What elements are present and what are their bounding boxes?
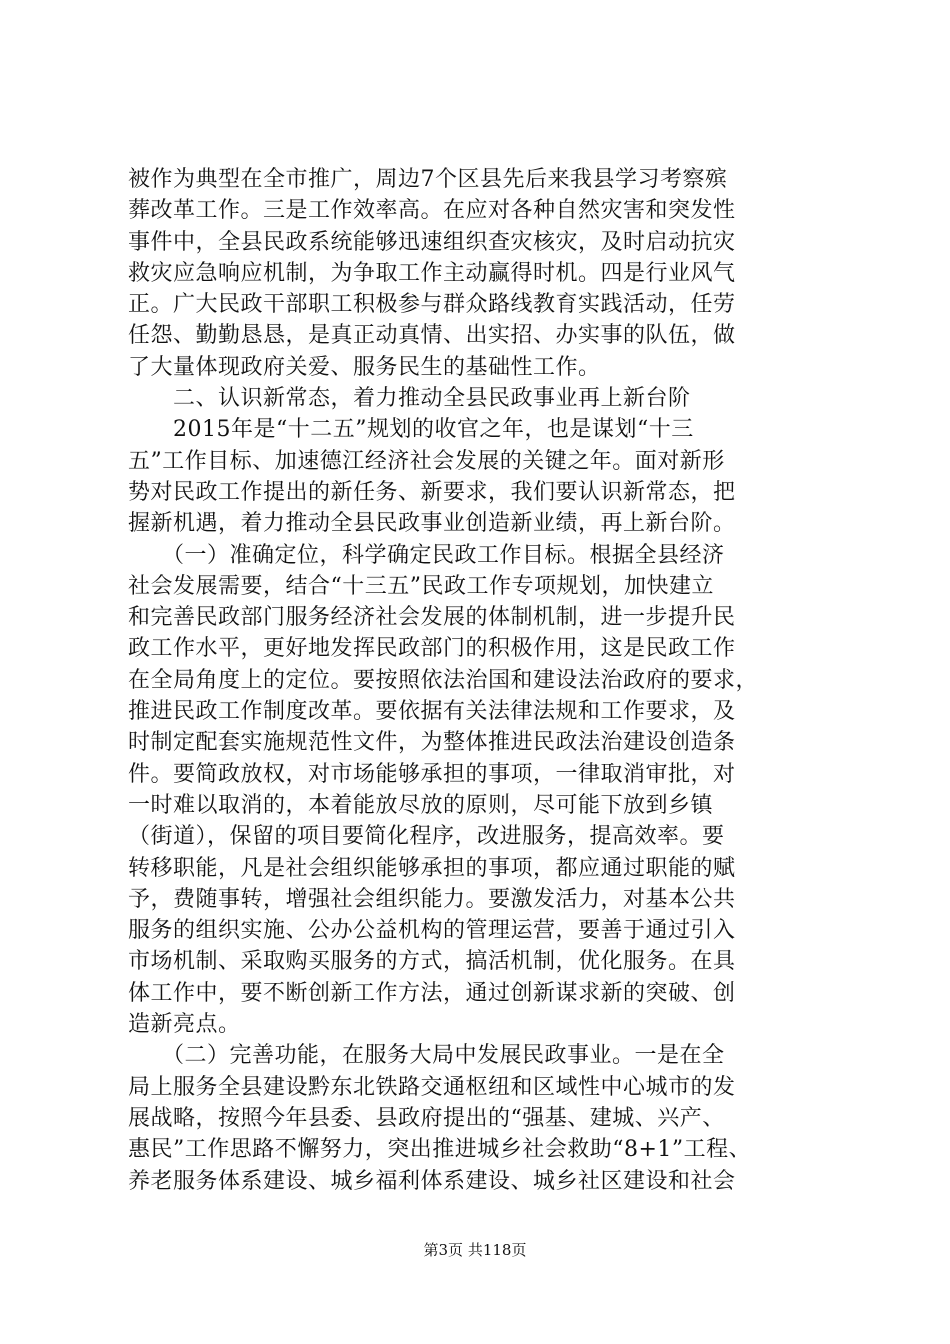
page-footer: 第3页 共118页 (423, 1241, 527, 1259)
document-body (128, 164, 828, 1197)
text-line: 造新亮点。 (128, 1012, 241, 1038)
text-line: （街道），保留的项目要简化程序，改进服务，提高效率。要 (128, 824, 725, 850)
text-line: 展战略，按照今年县委、县政府提出的“强基、建城、兴产、 (128, 1105, 725, 1131)
text-line: 予，费随事转，增强社会组织能力。要激发活力，对基本公共 (128, 886, 736, 912)
text-line: 时制定配套实施规范性文件，为整体推进民政法治建设创造条 (128, 730, 736, 756)
text-line: 被作为典型在全市推广，周边7个区县先后来我县学习考察殡 (128, 167, 728, 192)
text-line: 任怨、勤勤恳恳，是真正动真情、出实招、办实事的队伍，做 (128, 323, 736, 349)
text-line: 握新机遇，着力推动全县民政事业创造新业绩，再上新台阶。 (128, 511, 736, 537)
text-line: 在全局角度上的定位。要按照依法治国和建设法治政府的要求， (128, 667, 759, 693)
text-line: 政工作水平，更好地发挥民政部门的积极作用，这是民政工作 (128, 636, 736, 662)
text-line: 和完善民政部门服务经济社会发展的体制机制，进一步提升民 (128, 605, 736, 631)
text-line: 市场机制、采取购买服务的方式，搞活机制，优化服务。在具 (128, 949, 736, 975)
text-line: 二、认识新常态，着力推动全县民政事业再上新台阶 (128, 386, 691, 412)
text-line: 惠民”工作思路不懈努力，突出推进城乡社会救助“8+1”工程、 (128, 1137, 752, 1163)
text-line: 体工作中，要不断创新工作方法，通过创新谋求新的突破、创 (128, 980, 736, 1006)
text-line: 服务的组织实施、公办公益机构的管理运营，要善于通过引入 (128, 918, 736, 944)
text-line: 势对民政工作提出的新任务、新要求，我们要认识新常态，把 (128, 479, 736, 505)
text-line: 局上服务全县建设黔东北铁路交通枢纽和区域性中心城市的发 (128, 1074, 736, 1100)
text-line: （一）准确定位，科学确定民政工作目标。根据全县经济 (128, 542, 725, 568)
text-line: 2015年是“十二五”规划的收官之年，也是谋划“十三 (128, 417, 694, 443)
text-line: 救灾应急响应机制，为争取工作主动赢得时机。四是行业风气 (128, 260, 736, 286)
text-line: 事件中，全县民政系统能够迅速组织查灾核灾，及时启动抗灾 (128, 229, 736, 255)
text-line: 五”工作目标、加速德江经济社会发展的关键之年。面对新形 (128, 448, 725, 474)
text-line: （二）完善功能，在服务大局中发展民政事业。一是在全 (128, 1043, 725, 1069)
text-line: 社会发展需要，结合“十三五”民政工作专项规划，加快建立 (128, 573, 714, 599)
text-line: 件。要简政放权，对市场能够承担的事项，一律取消审批，对 (128, 761, 736, 787)
text-line: 葬改革工作。三是工作效率高。在应对各种自然灾害和突发性 (128, 198, 736, 224)
text-line: 推进民政工作制度改革。要依据有关法律法规和工作要求，及 (128, 699, 736, 725)
text-line: 一时难以取消的，本着能放尽放的原则，尽可能下放到乡镇 (128, 792, 714, 818)
text-line: 了大量体现政府关爱、服务民生的基础性工作。 (128, 354, 601, 380)
text-line: 转移职能，凡是社会组织能够承担的事项，都应通过职能的赋 (128, 855, 736, 881)
text-line: 正。广大民政干部职工积极参与群众路线教育实践活动，任劳 (128, 292, 736, 318)
text-line: 养老服务体系建设、城乡福利体系建设、城乡社区建设和社会 (128, 1168, 736, 1194)
